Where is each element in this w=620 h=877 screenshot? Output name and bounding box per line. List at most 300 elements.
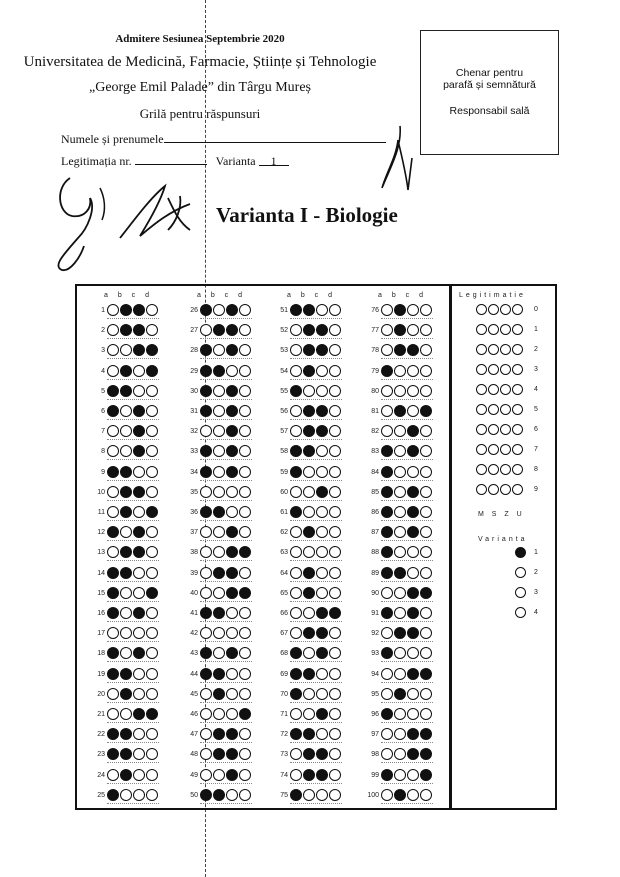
answer-bubble-b[interactable]	[213, 365, 225, 377]
question-number: 15	[97, 589, 105, 597]
legitimatie-bubble[interactable]	[488, 424, 499, 435]
answer-bubble-a[interactable]	[107, 405, 119, 417]
answer-bubble-d[interactable]	[329, 789, 341, 801]
answer-bubble-a[interactable]	[107, 607, 119, 619]
answer-bubble-a[interactable]	[107, 466, 119, 478]
answer-bubble-a[interactable]	[107, 506, 119, 518]
answer-bubble-a[interactable]	[290, 304, 302, 316]
answer-bubble-d[interactable]	[329, 486, 341, 498]
answer-bubble-a[interactable]	[107, 688, 119, 700]
answer-bubble-d[interactable]	[146, 304, 158, 316]
answer-bubble-b[interactable]	[120, 385, 132, 397]
answer-bubble-b[interactable]	[394, 607, 406, 619]
answer-bubble-d[interactable]	[239, 708, 251, 720]
answer-bubble-d[interactable]	[146, 789, 158, 801]
answer-bubble-c[interactable]	[316, 466, 328, 478]
answer-bubble-b[interactable]	[303, 486, 315, 498]
answer-bubble-d[interactable]	[420, 668, 432, 680]
answer-bubble-d[interactable]	[239, 668, 251, 680]
legitimatie-bubble[interactable]	[500, 484, 511, 495]
answer-bubble-b[interactable]	[213, 385, 225, 397]
answer-bubble-b[interactable]	[394, 708, 406, 720]
answer-bubble-b[interactable]	[120, 405, 132, 417]
legitimatie-bubble[interactable]	[512, 484, 523, 495]
legitimatie-bubble[interactable]	[488, 444, 499, 455]
answer-bubble-c[interactable]	[226, 668, 238, 680]
answer-bubble-d[interactable]	[239, 769, 251, 781]
variant-option-bubble[interactable]	[515, 587, 526, 598]
answer-bubble-d[interactable]	[329, 769, 341, 781]
answer-bubble-c[interactable]	[316, 304, 328, 316]
answer-bubble-b[interactable]	[394, 688, 406, 700]
legitimatie-bubble[interactable]	[500, 304, 511, 315]
answer-bubble-b[interactable]	[303, 466, 315, 478]
answer-bubble-c[interactable]	[407, 506, 419, 518]
answer-bubble-d[interactable]	[239, 607, 251, 619]
answer-bubble-a[interactable]	[200, 506, 212, 518]
answer-bubble-c[interactable]	[226, 769, 238, 781]
answer-bubble-b[interactable]	[213, 607, 225, 619]
answer-bubble-b[interactable]	[394, 567, 406, 579]
answer-bubble-b[interactable]	[120, 688, 132, 700]
answer-bubble-d[interactable]	[329, 466, 341, 478]
answer-bubble-c[interactable]	[133, 506, 145, 518]
answer-bubble-d[interactable]	[420, 789, 432, 801]
answer-bubble-b[interactable]	[120, 769, 132, 781]
question-number: 31	[190, 408, 198, 415]
answer-bubble-d[interactable]	[329, 405, 341, 417]
answer-bubble-d[interactable]	[146, 385, 158, 397]
answer-bubble-a[interactable]	[381, 587, 393, 599]
answer-bubble-a[interactable]	[200, 567, 212, 579]
answer-bubble-c[interactable]	[226, 587, 238, 599]
legitimatie-bubble[interactable]	[512, 344, 523, 355]
legitimatie-bubble[interactable]	[500, 424, 511, 435]
answer-bubble-c[interactable]	[407, 769, 419, 781]
answer-bubble-c[interactable]	[133, 688, 145, 700]
legitimatie-bubble[interactable]	[476, 344, 487, 355]
answer-bubble-a[interactable]	[381, 769, 393, 781]
answer-bubble-a[interactable]	[200, 607, 212, 619]
answer-bubble-b[interactable]	[120, 466, 132, 478]
answer-bubble-b[interactable]	[303, 385, 315, 397]
answer-bubble-b[interactable]	[394, 769, 406, 781]
answer-bubble-b[interactable]	[213, 587, 225, 599]
legitimatie-bubble[interactable]	[488, 304, 499, 315]
answer-bubble-d[interactable]	[239, 466, 251, 478]
answer-bubble-d[interactable]	[239, 486, 251, 498]
answer-bubble-c[interactable]	[226, 385, 238, 397]
answer-bubble-c[interactable]	[407, 486, 419, 498]
answer-bubble-a[interactable]	[381, 708, 393, 720]
answer-bubble-a[interactable]	[290, 365, 302, 377]
answer-bubble-d[interactable]	[420, 587, 432, 599]
legitimatie-bubble[interactable]	[500, 444, 511, 455]
answer-bubble-c[interactable]	[133, 567, 145, 579]
row-guide	[107, 379, 159, 380]
answer-bubble-b[interactable]	[303, 567, 315, 579]
answer-bubble-a[interactable]	[290, 769, 302, 781]
legitimatie-bubble[interactable]	[476, 304, 487, 315]
legitimatie-bubble[interactable]	[476, 324, 487, 335]
answer-bubble-d[interactable]	[420, 486, 432, 498]
legitimatie-bubble[interactable]	[500, 384, 511, 395]
legitimatie-bubble[interactable]	[512, 464, 523, 475]
answer-bubble-c[interactable]	[133, 405, 145, 417]
answer-bubble-d[interactable]	[239, 385, 251, 397]
answer-bubble-b[interactable]	[303, 688, 315, 700]
answer-bubble-d[interactable]	[146, 708, 158, 720]
answer-bubble-c[interactable]	[133, 668, 145, 680]
answer-bubble-c[interactable]	[407, 668, 419, 680]
question-number: 82	[371, 428, 379, 436]
legitimatie-bubble[interactable]	[476, 484, 487, 495]
answer-bubble-c[interactable]	[226, 486, 238, 498]
answer-bubble-a[interactable]	[200, 405, 212, 417]
legitimatie-bubble[interactable]	[500, 324, 511, 335]
answer-bubble-c[interactable]	[226, 607, 238, 619]
answer-bubble-b[interactable]	[394, 486, 406, 498]
row-guide	[200, 338, 252, 339]
legitimatie-bubble[interactable]	[476, 364, 487, 375]
answer-bubble-d[interactable]	[329, 567, 341, 579]
answer-bubble-c[interactable]	[407, 567, 419, 579]
legitimatie-bubble[interactable]	[488, 324, 499, 335]
answer-bubble-a[interactable]	[107, 385, 119, 397]
answer-bubble-a[interactable]	[107, 304, 119, 316]
answer-bubble-c[interactable]	[407, 466, 419, 478]
answer-bubble-a[interactable]	[381, 688, 393, 700]
answer-bubble-d[interactable]	[420, 365, 432, 377]
answer-bubble-b[interactable]	[213, 567, 225, 579]
answer-bubble-a[interactable]	[381, 607, 393, 619]
legitimatie-bubble[interactable]	[488, 484, 499, 495]
answer-bubble-c[interactable]	[407, 607, 419, 619]
answer-bubble-b[interactable]	[303, 304, 315, 316]
answer-bubble-c[interactable]	[316, 365, 328, 377]
answer-bubble-a[interactable]	[107, 668, 119, 680]
answer-bubble-a[interactable]	[381, 567, 393, 579]
answer-bubble-d[interactable]	[420, 385, 432, 397]
answer-bubble-d[interactable]	[239, 304, 251, 316]
answer-bubble-d[interactable]	[146, 668, 158, 680]
legitimatie-bubble[interactable]	[500, 404, 511, 415]
answer-bubble-b[interactable]	[303, 587, 315, 599]
answer-bubble-c[interactable]	[133, 466, 145, 478]
question-number: 29	[190, 367, 198, 375]
answer-bubble-d[interactable]	[239, 688, 251, 700]
answer-bubble-d[interactable]	[146, 405, 158, 417]
answer-bubble-a[interactable]	[107, 587, 119, 599]
answer-bubble-a[interactable]	[107, 769, 119, 781]
answer-bubble-a[interactable]	[381, 405, 393, 417]
answer-bubble-b[interactable]	[394, 668, 406, 680]
answer-bubble-a[interactable]	[290, 607, 302, 619]
answer-bubble-c[interactable]	[133, 769, 145, 781]
answer-bubble-c[interactable]	[133, 304, 145, 316]
answer-bubble-c[interactable]	[316, 405, 328, 417]
legitimatie-bubble[interactable]	[488, 404, 499, 415]
answer-bubble-c[interactable]	[316, 789, 328, 801]
answer-bubble-d[interactable]	[329, 506, 341, 518]
answer-bubble-b[interactable]	[394, 365, 406, 377]
answer-bubble-c[interactable]	[407, 587, 419, 599]
answer-bubble-d[interactable]	[420, 607, 432, 619]
answer-bubble-b[interactable]	[120, 365, 132, 377]
answer-bubble-d[interactable]	[329, 385, 341, 397]
answer-bubble-b[interactable]	[303, 365, 315, 377]
answer-bubble-c[interactable]	[316, 769, 328, 781]
answer-bubble-c[interactable]	[407, 405, 419, 417]
variant-option-bubble[interactable]	[515, 607, 526, 618]
legitimatie-bubble[interactable]	[512, 424, 523, 435]
answer-bubble-d[interactable]	[329, 668, 341, 680]
answer-bubble-b[interactable]	[213, 708, 225, 720]
answer-bubble-a[interactable]	[381, 365, 393, 377]
answer-bubble-d[interactable]	[329, 607, 341, 619]
answer-bubble-b[interactable]	[213, 486, 225, 498]
legitimatie-bubble[interactable]	[488, 464, 499, 475]
row-guide	[200, 500, 252, 501]
answer-bubble-b[interactable]	[120, 789, 132, 801]
answer-bubble-c[interactable]	[316, 587, 328, 599]
answer-bubble-d[interactable]	[420, 708, 432, 720]
answer-bubble-d[interactable]	[329, 708, 341, 720]
row-guide	[290, 439, 342, 440]
answer-bubble-a[interactable]	[290, 486, 302, 498]
answer-bubble-c[interactable]	[316, 688, 328, 700]
answer-bubble-c[interactable]	[316, 506, 328, 518]
answer-bubble-d[interactable]	[329, 365, 341, 377]
answer-bubble-c[interactable]	[407, 385, 419, 397]
answer-bubble-b[interactable]	[120, 486, 132, 498]
row-guide	[381, 540, 433, 541]
question-number: 3	[101, 347, 105, 355]
answer-bubble-a[interactable]	[200, 708, 212, 720]
legitimatie-bubble[interactable]	[476, 384, 487, 395]
answer-bubble-b[interactable]	[213, 668, 225, 680]
answer-bubble-d[interactable]	[146, 567, 158, 579]
answer-bubble-b[interactable]	[303, 506, 315, 518]
answer-bubble-c[interactable]	[316, 486, 328, 498]
answer-bubble-c[interactable]	[316, 385, 328, 397]
answer-bubble-a[interactable]	[290, 587, 302, 599]
answer-bubble-a[interactable]	[290, 567, 302, 579]
answer-bubble-b[interactable]	[394, 405, 406, 417]
legitimatie-bubble[interactable]	[488, 384, 499, 395]
answer-bubble-d[interactable]	[146, 688, 158, 700]
answer-bubble-b[interactable]	[120, 567, 132, 579]
answer-bubble-b[interactable]	[120, 506, 132, 518]
answer-bubble-a[interactable]	[381, 304, 393, 316]
answer-bubble-b[interactable]	[394, 506, 406, 518]
answer-bubble-b[interactable]	[120, 607, 132, 619]
answer-bubble-a[interactable]	[381, 789, 393, 801]
legitimatie-bubble[interactable]	[476, 424, 487, 435]
answer-bubble-b[interactable]	[213, 466, 225, 478]
answer-bubble-b[interactable]	[303, 708, 315, 720]
answer-bubble-a[interactable]	[107, 365, 119, 377]
answer-bubble-a[interactable]	[200, 789, 212, 801]
answer-bubble-c[interactable]	[316, 567, 328, 579]
answer-bubble-b[interactable]	[303, 607, 315, 619]
legitimatie-bubble[interactable]	[512, 364, 523, 375]
answer-bubble-d[interactable]	[420, 304, 432, 316]
answer-bubble-a[interactable]	[200, 668, 212, 680]
variant-option-bubble[interactable]	[515, 567, 526, 578]
answer-bubble-c[interactable]	[226, 466, 238, 478]
answer-bubble-a[interactable]	[200, 365, 212, 377]
answer-bubble-d[interactable]	[239, 567, 251, 579]
answer-bubble-c[interactable]	[133, 486, 145, 498]
answer-bubble-a[interactable]	[107, 567, 119, 579]
legitimatie-bubble[interactable]	[500, 464, 511, 475]
answer-bubble-b[interactable]	[120, 587, 132, 599]
answer-bubble-a[interactable]	[200, 486, 212, 498]
answer-bubble-c[interactable]	[226, 789, 238, 801]
answer-bubble-b[interactable]	[213, 405, 225, 417]
answer-bubble-c[interactable]	[407, 708, 419, 720]
answer-bubble-d[interactable]	[146, 365, 158, 377]
answer-bubble-a[interactable]	[290, 708, 302, 720]
answer-bubble-b[interactable]	[394, 304, 406, 316]
row-guide	[290, 520, 342, 521]
answer-bubble-d[interactable]	[329, 304, 341, 316]
row-guide	[107, 702, 159, 703]
answer-bubble-c[interactable]	[133, 385, 145, 397]
answer-bubble-a[interactable]	[107, 789, 119, 801]
answer-bubble-c[interactable]	[407, 304, 419, 316]
question-number: 97	[371, 731, 379, 739]
answer-bubble-c[interactable]	[316, 607, 328, 619]
answer-bubble-d[interactable]	[420, 506, 432, 518]
answer-bubble-c[interactable]	[407, 365, 419, 377]
answer-bubble-c[interactable]	[226, 567, 238, 579]
answer-bubble-a[interactable]	[290, 506, 302, 518]
answer-bubble-a[interactable]	[290, 405, 302, 417]
answer-bubble-d[interactable]	[420, 405, 432, 417]
legitimatie-bubble[interactable]	[512, 324, 523, 335]
answer-bubble-a[interactable]	[290, 668, 302, 680]
answer-bubble-a[interactable]	[290, 789, 302, 801]
legitimatie-bubble[interactable]	[476, 404, 487, 415]
legitimatie-bubble[interactable]	[512, 304, 523, 315]
answer-bubble-b[interactable]	[213, 688, 225, 700]
answer-bubble-d[interactable]	[420, 688, 432, 700]
answer-bubble-b[interactable]	[303, 789, 315, 801]
legitimatie-bubble[interactable]	[488, 364, 499, 375]
answer-bubble-d[interactable]	[239, 365, 251, 377]
answer-bubble-a[interactable]	[200, 769, 212, 781]
answer-bubble-a[interactable]	[200, 385, 212, 397]
answer-bubble-a[interactable]	[381, 466, 393, 478]
answer-bubble-c[interactable]	[226, 304, 238, 316]
question-number: 40	[190, 589, 198, 597]
answer-bubble-c[interactable]	[133, 789, 145, 801]
answer-bubble-d[interactable]	[146, 466, 158, 478]
answer-bubble-a[interactable]	[107, 708, 119, 720]
answer-bubble-d[interactable]	[420, 567, 432, 579]
answer-bubble-b[interactable]	[213, 506, 225, 518]
answer-bubble-c[interactable]	[226, 688, 238, 700]
answer-bubble-a[interactable]	[200, 587, 212, 599]
answer-bubble-d[interactable]	[146, 607, 158, 619]
answer-bubble-b[interactable]	[120, 708, 132, 720]
answer-bubble-c[interactable]	[226, 708, 238, 720]
answer-bubble-d[interactable]	[420, 466, 432, 478]
answer-bubble-d[interactable]	[329, 587, 341, 599]
answer-bubble-c[interactable]	[226, 405, 238, 417]
answer-bubble-d[interactable]	[239, 506, 251, 518]
answer-bubble-d[interactable]	[239, 587, 251, 599]
answer-bubble-a[interactable]	[381, 385, 393, 397]
legitimatie-bubble[interactable]	[488, 344, 499, 355]
answer-bubble-d[interactable]	[329, 688, 341, 700]
question-number: 81	[371, 408, 379, 415]
answer-bubble-b[interactable]	[394, 385, 406, 397]
answer-bubble-c[interactable]	[407, 789, 419, 801]
answer-bubble-d[interactable]	[146, 769, 158, 781]
answer-bubble-a[interactable]	[381, 486, 393, 498]
answer-bubble-d[interactable]	[146, 506, 158, 518]
answer-bubble-a[interactable]	[200, 304, 212, 316]
answer-bubble-c[interactable]	[133, 365, 145, 377]
answer-bubble-a[interactable]	[200, 466, 212, 478]
legitimatie-bubble[interactable]	[476, 444, 487, 455]
answer-bubble-c[interactable]	[316, 668, 328, 680]
legitimatie-bubble[interactable]	[512, 404, 523, 415]
legitimatie-bubble[interactable]	[512, 444, 523, 455]
answer-bubble-b[interactable]	[394, 466, 406, 478]
answer-bubble-b[interactable]	[213, 789, 225, 801]
answer-bubble-b[interactable]	[394, 587, 406, 599]
answer-bubble-a[interactable]	[290, 385, 302, 397]
answer-bubble-a[interactable]	[381, 668, 393, 680]
answer-bubble-b[interactable]	[303, 668, 315, 680]
answer-bubble-c[interactable]	[133, 607, 145, 619]
answer-bubble-a[interactable]	[290, 688, 302, 700]
answer-bubble-d[interactable]	[146, 486, 158, 498]
legitimatie-bubble[interactable]	[512, 384, 523, 395]
answer-bubble-d[interactable]	[146, 587, 158, 599]
answer-bubble-b[interactable]	[303, 769, 315, 781]
answer-bubble-b[interactable]	[394, 789, 406, 801]
answer-bubble-c[interactable]	[133, 587, 145, 599]
answer-bubble-a[interactable]	[290, 466, 302, 478]
row-guide	[381, 439, 433, 440]
answer-bubble-c[interactable]	[316, 708, 328, 720]
variant-option-bubble[interactable]	[515, 547, 526, 558]
answer-bubble-c[interactable]	[133, 708, 145, 720]
answer-bubble-d[interactable]	[239, 405, 251, 417]
legitimatie-bubble[interactable]	[500, 364, 511, 375]
answer-bubble-c[interactable]	[226, 506, 238, 518]
answer-bubble-b[interactable]	[213, 304, 225, 316]
answer-bubble-b[interactable]	[303, 405, 315, 417]
legitimatie-bubble[interactable]	[476, 464, 487, 475]
answer-bubble-b[interactable]	[120, 304, 132, 316]
answer-bubble-c[interactable]	[226, 365, 238, 377]
answer-bubble-a[interactable]	[381, 506, 393, 518]
answer-bubble-d[interactable]	[239, 789, 251, 801]
answer-bubble-c[interactable]	[407, 688, 419, 700]
answer-bubble-b[interactable]	[213, 769, 225, 781]
legitimatie-bubble[interactable]	[500, 344, 511, 355]
answer-bubble-a[interactable]	[107, 486, 119, 498]
answer-bubble-b[interactable]	[120, 668, 132, 680]
answer-bubble-d[interactable]	[420, 769, 432, 781]
answer-bubble-a[interactable]	[200, 688, 212, 700]
